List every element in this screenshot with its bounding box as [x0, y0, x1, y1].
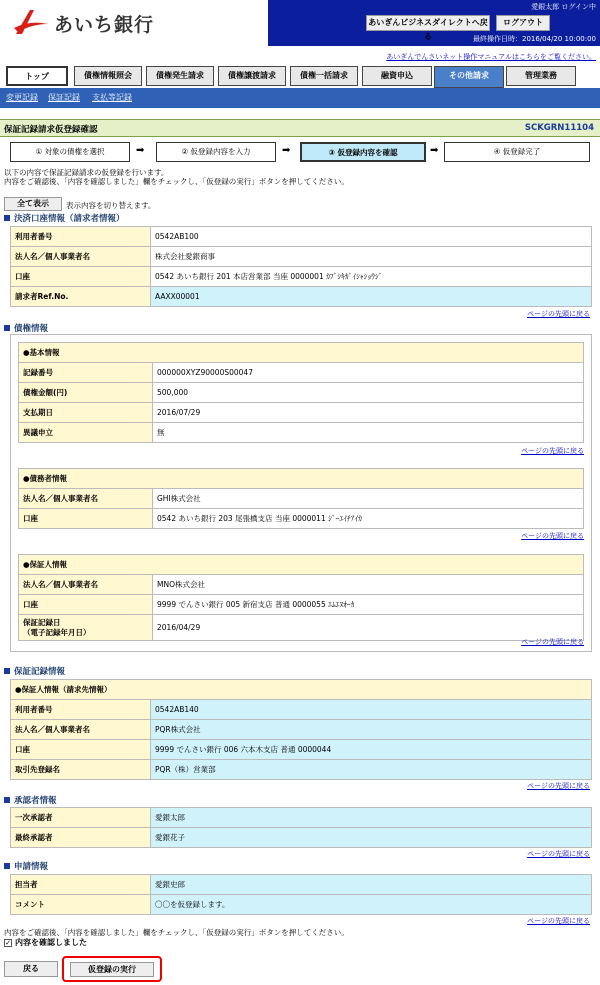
row-value: 無: [153, 423, 584, 443]
confirm-checkbox[interactable]: ✓: [5, 938, 11, 947]
back-button[interactable]: 戻る: [4, 961, 58, 977]
intro-text-2: 内容をご確認後、「内容を確認しました」欄をチェックし、「仮登録の実行」ボタンを押してください。: [4, 177, 349, 186]
page-top-link[interactable]: ページの先頭に戻る: [521, 638, 584, 646]
table-row: [11, 247, 592, 267]
row-label: 法人名／個人事業者名: [19, 575, 153, 595]
table-row: [19, 509, 584, 529]
application-table: [10, 874, 592, 915]
row-label: 口座: [19, 509, 153, 529]
basic-info-table: [18, 342, 584, 443]
settlement-table: [10, 226, 592, 307]
bank-logo-icon: [10, 8, 50, 38]
table-row: [11, 875, 592, 895]
table-row: [19, 555, 584, 575]
last-operation-time: 最終操作日時：2016/04/20 10:00:00: [472, 35, 596, 43]
table-row: [19, 343, 584, 363]
page-top-link[interactable]: ページの先頭に戻る: [521, 447, 584, 455]
row-value: 愛銀史郎: [151, 875, 592, 895]
section-settlement-title: 決済口座情報（請求者情報）: [4, 212, 125, 224]
business-direct-button[interactable]: あいぎんビジネスダイレクトへ戻る: [366, 15, 490, 31]
page-top-link[interactable]: ページの先頭に戻る: [527, 782, 590, 790]
debtor-info-table: [18, 468, 584, 529]
row-value: 000000XYZ90000S00047: [153, 363, 584, 383]
section-application-title: 申請情報: [4, 860, 48, 872]
manual-link[interactable]: あいぎんでんさいネット操作マニュアルはこちらをご覧ください。: [386, 53, 596, 61]
row-value: 0542 あいち銀行 201 本店営業部 当座 0000001 ｶﾌﾞｼｷｶﾞｲｼｬｼｮｳｼﾞ: [151, 267, 592, 287]
row-label: 一次承認者: [11, 808, 151, 828]
section-approver-title: 承認者情報: [4, 794, 57, 806]
page-title: 保証記録請求仮登録確認: [4, 125, 98, 135]
main-tabs: [0, 66, 600, 88]
table-row: [19, 595, 584, 615]
row-label-line: （電子記録年月日）: [23, 627, 91, 637]
row-label: 法人名／個人事業者名: [11, 247, 151, 267]
section-guarantee-title: 保証記録情報: [4, 665, 65, 677]
row-label: 口座: [11, 740, 151, 760]
row-label: コメント: [11, 895, 151, 915]
table-row: [19, 615, 584, 641]
tab-claim-issue[interactable]: 債権発生請求: [146, 66, 214, 86]
row-label: 異議申立: [19, 423, 153, 443]
table-row: [19, 363, 584, 383]
page-top-link[interactable]: ページの先頭に戻る: [527, 850, 590, 858]
header: [0, 0, 600, 50]
table-row: [19, 575, 584, 595]
row-value: PQR株式会社: [151, 720, 592, 740]
tab-claim-transfer[interactable]: 債権譲渡請求: [218, 66, 286, 86]
tab-other-request[interactable]: その他請求: [434, 66, 504, 88]
row-value: 9999 でんさい銀行 006 六本木支店 普通 0000044: [151, 740, 592, 760]
approver-table: [10, 807, 592, 848]
table-row: [19, 489, 584, 509]
row-value: 500,000: [153, 383, 584, 403]
row-label: 債権金額(円): [19, 383, 153, 403]
page-top-link[interactable]: ページの先頭に戻る: [521, 532, 584, 540]
table-row: [11, 700, 592, 720]
debtor-info-heading: ●債務者情報: [19, 469, 584, 489]
guarantor-info-table: [18, 554, 584, 641]
table-row: [11, 895, 592, 915]
show-all-button[interactable]: 全て表示: [4, 197, 62, 211]
table-row: [19, 469, 584, 489]
row-value: 2016/04/29: [153, 615, 584, 641]
row-value: GHI株式会社: [153, 489, 584, 509]
row-label: 支払期日: [19, 403, 153, 423]
table-row: [11, 760, 592, 780]
header-panel: [268, 0, 600, 46]
table-row: [11, 680, 592, 700]
tab-loan-application[interactable]: 融資申込: [362, 66, 432, 86]
row-label-line: 保証記録日: [23, 617, 61, 627]
subnav-change-record[interactable]: 変更記録: [6, 93, 38, 102]
guarantor-info-heading: ●保証人情報: [19, 555, 584, 575]
progress-steps: [10, 142, 590, 162]
row-label: 記録番号: [19, 363, 153, 383]
subnav-payment-record[interactable]: 支払等記録: [92, 93, 132, 102]
row-label: 利用者番号: [11, 700, 151, 720]
table-row: [19, 403, 584, 423]
exec-button-highlight: [62, 956, 162, 982]
row-label: 法人名／個人事業者名: [11, 720, 151, 740]
row-label: 法人名／個人事業者名: [19, 489, 153, 509]
tab-claim-inquiry[interactable]: 債権情報照会: [74, 66, 142, 86]
table-row: [11, 828, 592, 848]
footer-note: 内容をご確認後、「内容を確認しました」欄をチェックし、「仮登録の実行」ボタンを押してください。: [4, 928, 349, 937]
row-label: 担当者: [11, 875, 151, 895]
table-row: [19, 423, 584, 443]
login-user: 愛銀太郎 ログイン中: [531, 3, 596, 11]
row-label: 請求者Ref.No.: [11, 287, 151, 307]
screen-code: SCKGRN11104: [524, 123, 594, 133]
row-label: 最終承認者: [11, 828, 151, 848]
step-arrow-icon: ➡: [282, 145, 291, 156]
row-label: 取引先登録名: [11, 760, 151, 780]
table-row: [11, 267, 592, 287]
table-row: [11, 808, 592, 828]
row-value: 株式会社愛銀商事: [151, 247, 592, 267]
table-row: [19, 383, 584, 403]
step-confirm-current: ③ 仮登録内容を確認: [300, 142, 426, 162]
row-value: 愛銀太郎: [151, 808, 592, 828]
row-label: 口座: [11, 267, 151, 287]
section-claim-title: 債権情報: [4, 322, 48, 334]
row-label: 口座: [19, 595, 153, 615]
row-value: 愛銀花子: [151, 828, 592, 848]
tab-management[interactable]: 管理業務: [506, 66, 576, 86]
subnav-guarantee-record[interactable]: 保証記録: [48, 93, 80, 102]
table-row: [11, 287, 592, 307]
step-complete: ④ 仮登録完了: [444, 142, 590, 162]
bank-logo: [10, 8, 154, 38]
row-value: 2016/07/29: [153, 403, 584, 423]
guarantee-record-table: [10, 679, 592, 780]
row-value: 〇〇を仮登録します。: [151, 895, 592, 915]
step-arrow-icon: ➡: [430, 145, 439, 156]
tab-top[interactable]: トップ: [6, 66, 68, 86]
intro-text-1: 以下の内容で保証記録請求の仮登録を行います。: [4, 168, 169, 177]
execute-provisional-registration-button[interactable]: 仮登録の実行: [70, 962, 154, 977]
row-label: [19, 615, 153, 641]
page-top-link[interactable]: ページの先頭に戻る: [527, 310, 590, 318]
step-arrow-icon: ➡: [136, 145, 145, 156]
row-value: 0542AB100: [151, 227, 592, 247]
row-value: PQR（株）営業部: [151, 760, 592, 780]
table-row: [11, 720, 592, 740]
step-select: ① 対象の債権を選択: [10, 142, 130, 162]
row-value: AAXX00001: [151, 287, 592, 307]
row-value: 0542AB140: [151, 700, 592, 720]
table-row: [11, 740, 592, 760]
guarantee-record-heading: ●保証人情報（請求先情報）: [11, 680, 592, 700]
page-top-link[interactable]: ページの先頭に戻る: [527, 917, 590, 925]
row-value: 9999 でんさい銀行 005 新宿支店 普通 0000055 ｴﾑｴﾇｵｰｶ: [153, 595, 584, 615]
step-input: ② 仮登録内容を入力: [156, 142, 276, 162]
confirm-label: 内容を確認しました: [15, 938, 87, 947]
table-row: [11, 227, 592, 247]
page-title-bar: [0, 119, 600, 137]
row-label: 利用者番号: [11, 227, 151, 247]
row-value: 0542 あいち銀行 203 尾張橋支店 当座 0000011 ｼﾞｰｴｲﾁｱｲｶ: [153, 509, 584, 529]
logout-button[interactable]: ログアウト: [496, 15, 550, 31]
bank-name: あいち銀行: [54, 13, 155, 36]
show-all-description: 表示内容を切り替えます。: [66, 201, 156, 210]
row-value: MNO株式会社: [153, 575, 584, 595]
tab-bulk-request[interactable]: 債権一括請求: [290, 66, 358, 86]
sub-navigation: [0, 88, 600, 108]
confirm-row: [4, 937, 87, 948]
basic-info-heading: ●基本情報: [19, 343, 584, 363]
